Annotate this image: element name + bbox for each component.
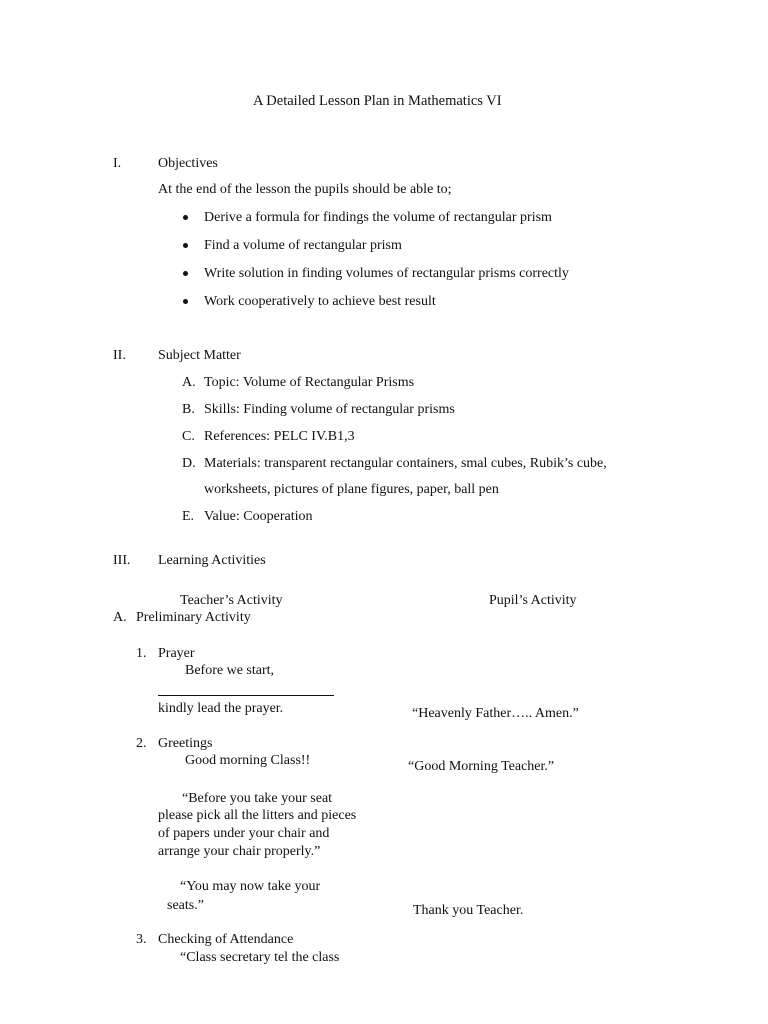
teacher-line: “Class secretary tel the class <box>180 950 340 965</box>
column-header-teacher: Teacher’s Activity <box>180 593 283 608</box>
objective-item: Work cooperatively to achieve best result <box>204 294 436 309</box>
document-title: A Detailed Lesson Plan in Mathematics VI <box>253 93 502 109</box>
section-numeral: I. <box>113 156 122 171</box>
subject-item-letter: A. <box>182 375 196 390</box>
teacher-line: arrange your chair properly.” <box>158 844 321 859</box>
subject-item-materials-continued: worksheets, pictures of plane figures, paper, ball pen <box>204 482 499 497</box>
step-number: 3. <box>136 932 147 947</box>
preliminary-heading: Preliminary Activity <box>136 610 251 625</box>
teacher-line: seats.” <box>167 898 204 913</box>
subject-item-value: Value: Cooperation <box>204 509 313 524</box>
bullet-icon <box>183 243 188 248</box>
teacher-line: “Before you take your seat <box>182 791 333 806</box>
step-label-greetings: Greetings <box>158 736 213 751</box>
step-label-attendance: Checking of Attendance <box>158 932 294 947</box>
bullet-icon <box>183 299 188 304</box>
bullet-icon <box>183 215 188 220</box>
objective-item: Write solution in finding volumes of rectangular prisms correctly <box>204 266 569 281</box>
teacher-line: Before we start, <box>185 663 275 678</box>
pupil-response: Thank you Teacher. <box>413 903 524 918</box>
objective-item: Find a volume of rectangular prism <box>204 238 402 253</box>
subject-item-references: References: PELC IV.B1,3 <box>204 429 355 444</box>
section-numeral: II. <box>113 348 126 363</box>
teacher-line: kindly lead the prayer. <box>158 701 284 716</box>
blank-line <box>158 695 334 696</box>
subject-item-topic: Topic: Volume of Rectangular Prisms <box>204 375 415 390</box>
step-number: 2. <box>136 736 147 751</box>
subject-item-letter: B. <box>182 402 195 417</box>
step-number: 1. <box>136 646 147 661</box>
teacher-line: please pick all the litters and pieces <box>158 808 357 823</box>
subject-item-skills: Skills: Finding volume of rectangular prisms <box>204 402 455 417</box>
pupil-response: “Heavenly Father….. Amen.” <box>412 706 579 721</box>
subject-item-materials: Materials: transparent rectangular containers, smal cubes, Rubik’s cube, <box>204 456 607 471</box>
column-header-pupil: Pupil’s Activity <box>489 593 577 608</box>
section-heading-learning-activities: Learning Activities <box>158 553 266 568</box>
preliminary-letter: A. <box>113 610 127 625</box>
subject-item-letter: D. <box>182 456 196 471</box>
section-numeral: III. <box>113 553 131 568</box>
subject-item-letter: E. <box>182 509 195 524</box>
step-label-prayer: Prayer <box>158 646 195 661</box>
bullet-icon <box>183 271 188 276</box>
objective-item: Derive a formula for findings the volume of rectangular prism <box>204 210 552 225</box>
subject-item-letter: C. <box>182 429 195 444</box>
pupil-response: “Good Morning Teacher.” <box>408 759 555 774</box>
section-heading-objectives: Objectives <box>158 156 218 171</box>
teacher-line: of papers under your chair and <box>158 826 330 841</box>
section-heading-subject-matter: Subject Matter <box>158 348 241 363</box>
objectives-intro: At the end of the lesson the pupils should be able to; <box>158 182 452 197</box>
teacher-line: Good morning Class!! <box>185 753 311 768</box>
teacher-line: “You may now take your <box>180 879 321 894</box>
